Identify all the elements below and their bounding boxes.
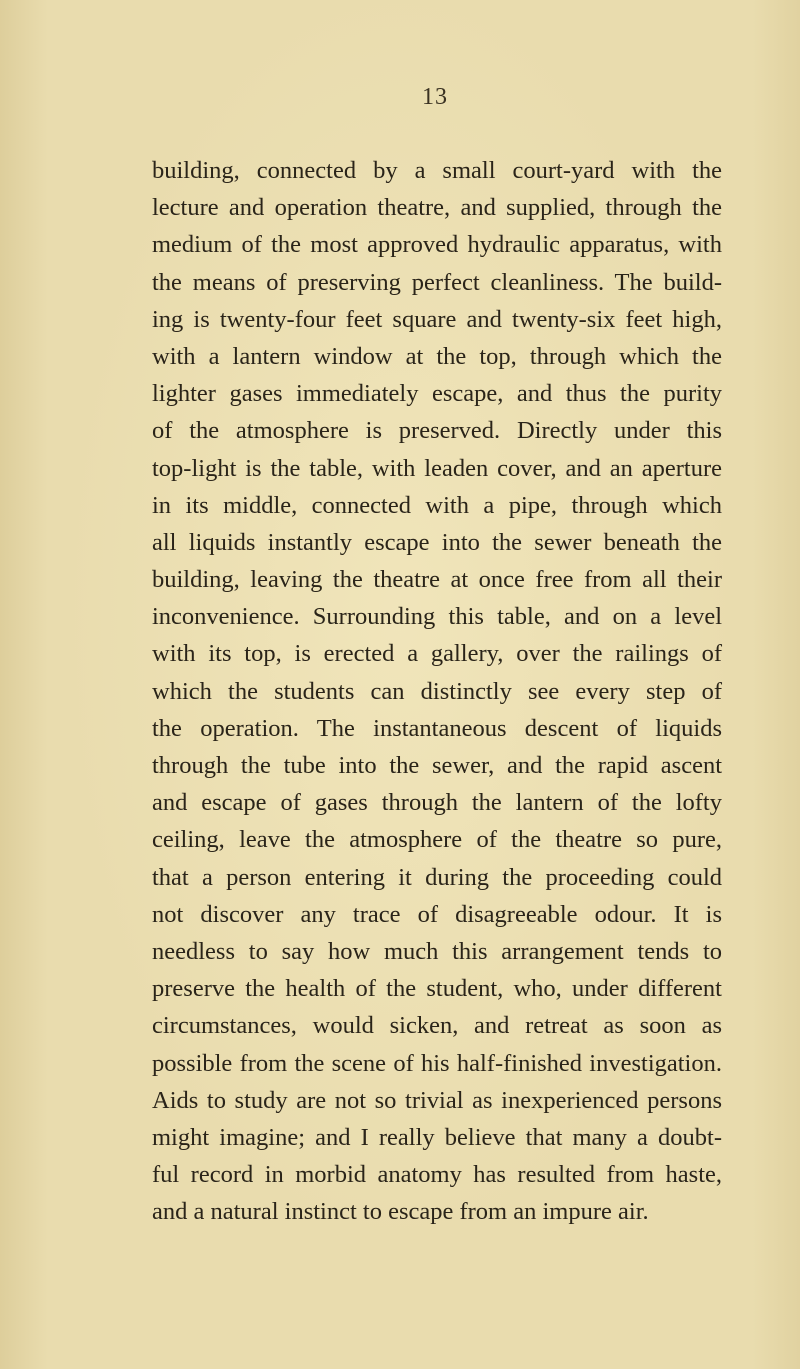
text-line: lighter gases immediately escape, and thus the purity xyxy=(152,380,722,408)
text-line: which the students can distinctly see every step of xyxy=(152,677,722,705)
text-line: Aids to study are not so trivial as inexperienced persons xyxy=(152,1086,722,1114)
text-line: possible from the scene of his half-finished investigation. xyxy=(152,1049,722,1077)
text-line: building, leaving the theatre at once free from all their xyxy=(152,566,722,594)
text-line: the operation. The instantaneous descent of liquids xyxy=(152,714,722,742)
text-line: with a lantern window at the top, through which the xyxy=(152,342,722,370)
text-line: might imagine; and I really believe that many a doubt- xyxy=(152,1123,722,1151)
text-line: through the tube into the sewer, and the rapid ascent xyxy=(152,752,722,779)
text-line: and escape of gases through the lantern of the lofty xyxy=(152,789,722,817)
text-line: lecture and operation theatre, and supplied, through the xyxy=(152,194,722,222)
text-line: needless to say how much this arrangement tends to xyxy=(152,937,722,965)
text-line: in its middle, connected with a pipe, through which xyxy=(152,491,722,519)
text-line: with its top, is erected a gallery, over the railings of xyxy=(152,640,722,668)
text-line: ing is twenty-four feet square and twenty-six feet high, xyxy=(152,305,722,333)
text-line: circumstances, would sicken, and retreat as soon as xyxy=(152,1012,722,1040)
body-text xyxy=(152,152,722,1230)
text-line: inconvenience. Surrounding this table, and on a level xyxy=(152,603,722,631)
text-line: of the atmosphere is preserved. Directly under this xyxy=(152,417,722,445)
text-line: all liquids instantly escape into the sewer beneath the xyxy=(152,528,722,556)
text-line: top-light is the table, with leaden cover, and an aperture xyxy=(152,454,722,482)
text-line: medium of the most approved hydraulic apparatus, with xyxy=(152,231,722,259)
text-line: building, connected by a small court-yard with the xyxy=(152,157,722,184)
text-line: not discover any trace of disagreeable odour. It is xyxy=(152,900,722,928)
page-number: 13 xyxy=(422,84,448,110)
text-line: preserve the health of the student, who, under different xyxy=(152,975,722,1003)
text-line: ful record in morbid anatomy has resulted from haste, xyxy=(152,1161,722,1189)
text-line: ceiling, leave the atmosphere of the theatre so pure, xyxy=(152,826,722,854)
text-line: that a person entering it during the proceeding could xyxy=(152,863,722,891)
text-line: the means of preserving perfect cleanliness. The build- xyxy=(152,268,722,296)
text-line: and a natural instinct to escape from an impure air. xyxy=(152,1198,649,1226)
